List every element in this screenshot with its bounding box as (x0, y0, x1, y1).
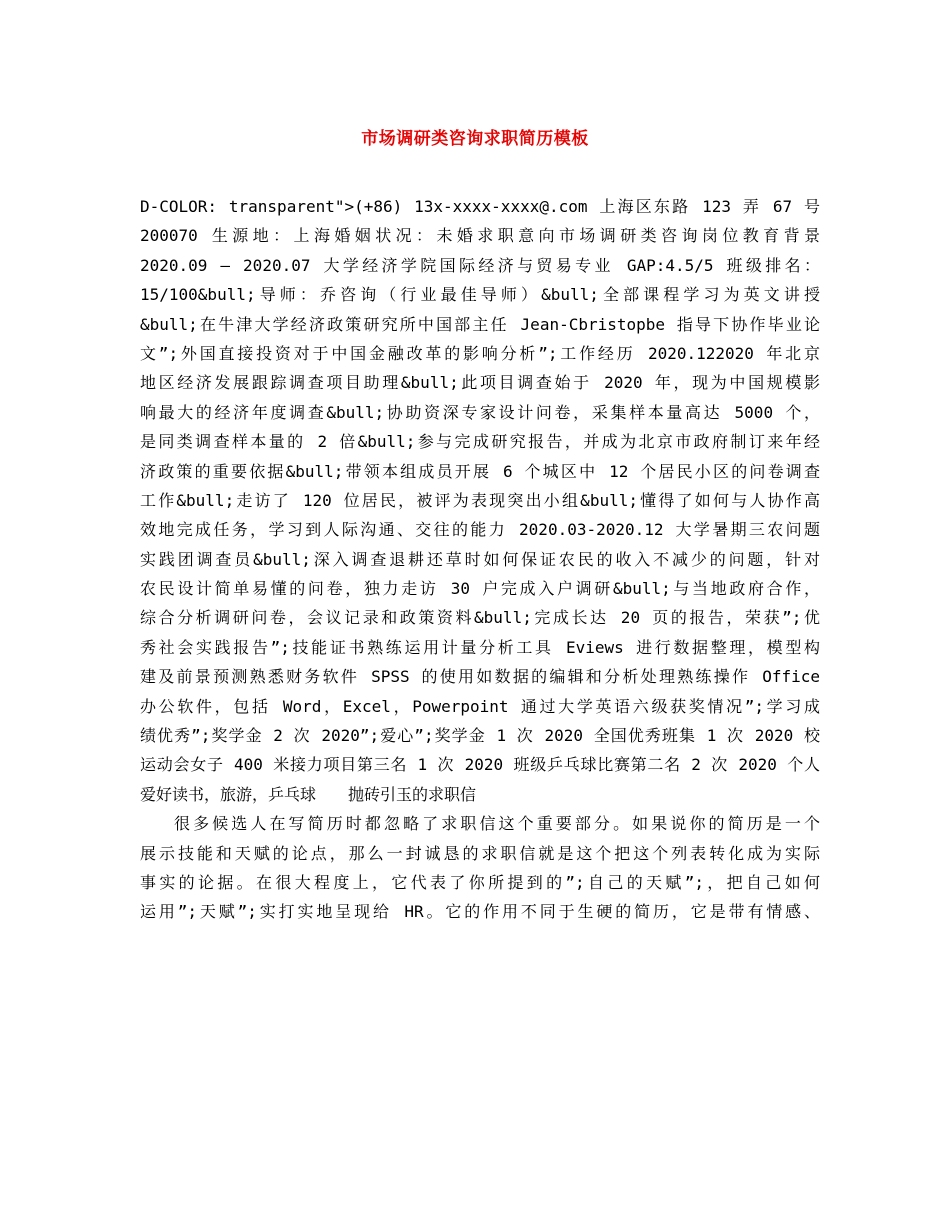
body-line: 文”;外国直接投资对于中国金融改革的影响分析”;工作经历 2020.122020 年北京 (140, 343, 820, 363)
body-line: 农民设计简单易懂的问卷，独力走访 30 户完成入户调研&bull;与当地政府合作， (140, 579, 820, 599)
body-line: 展示技能和天赋的论点，那么一封诚恳的求职信就是这个把这个列表转化成为实际 (140, 843, 820, 863)
body-line: 200070 生源地：上海婚姻状况：未婚求职意向市场调研类咨询岗位教育背景 (140, 226, 820, 246)
body-line: 效地完成任务，学习到人际沟通、交往的能力 2020.03-2020.12 大学暑期三农问题 (140, 520, 820, 540)
body-line: 地区经济发展跟踪调查项目助理&bull;此项目调查始于 2020 年，现为中国规模影 (140, 373, 820, 393)
body-line: &bull;在牛津大学经济政策研究所中国部主任 Jean-Cbristopbe 指导下协作毕业论 (140, 314, 820, 334)
body-line: D-COLOR: transparent">(+86) 13x-xxxx-xxxx@.com 上海区东路 123 弄 67 号 (140, 197, 820, 216)
body-line: 15/100&bull;导师：乔咨询（行业最佳导师）&bull;全部课程学习为英文讲授 (140, 285, 820, 305)
body-line: 运动会女子 400 米接力项目第三名 1 次 2020 班级乒乓球比赛第二名 2 次 2020 个人 (140, 755, 820, 775)
body-line: 办公软件，包括 Word，Excel，Powerpoint 通过大学英语六级获奖情况”;学习成 (140, 696, 820, 716)
cover-letter-paragraph-start: 很多候选人在写简历时都忽略了求职信这个重要部分。如果说你的简历是一个 (174, 814, 820, 834)
body-line: 响最大的经济年度调查&bull;协助资深专家设计问卷，采集样本量高达 5000 个， (140, 402, 820, 422)
document-body (140, 192, 820, 927)
body-line: 建及前景预测熟悉财务软件 SPSS 的使用如数据的编辑和分析处理熟练操作 Office (140, 667, 820, 687)
document-title: 市场调研类咨询求职简历模板 (361, 129, 589, 149)
body-line: 爱好读书，旅游，乒乓球 抛砖引玉的求职信 (140, 784, 477, 804)
body-line: 运用”;天赋”;实打实地呈现给 HR。它的作用不同于生硬的简历，它是带有情感、 (140, 902, 820, 922)
body-line: 是同类调查样本量的 2 倍&bull;参与完成研究报告，并成为北京市政府制订来年经 (140, 432, 820, 452)
body-line: 秀社会实践报告”;技能证书熟练运用计量分析工具 Eviews 进行数据整理，模型构 (140, 637, 820, 657)
body-line: 济政策的重要依据&bull;带领本组成员开展 6 个城区中 12 个居民小区的问卷调查 (140, 461, 820, 481)
body-line: 工作&bull;走访了 120 位居民，被评为表现突出小组&bull;懂得了如何与人协作高 (140, 490, 820, 510)
body-line: 绩优秀”;奖学金 2 次 2020”;爱心”;奖学金 1 次 2020 全国优秀班集 1 次 2020 校 (140, 726, 820, 746)
body-line: 2020.09 – 2020.07 大学经济学院国际经济与贸易专业 GAP:4.5/5 班级排名： (140, 255, 820, 275)
body-line: 实践团调查员&bull;深入调查退耕还草时如何保证农民的收入不减少的问题，针对 (140, 549, 820, 569)
body-line: 综合分析调研问卷，会议记录和政策资料&bull;完成长达 20 页的报告，荣获”;优 (140, 608, 820, 628)
body-line: 事实的论据。在很大程度上，它代表了你所提到的”;自己的天赋”;，把自己如何 (140, 872, 820, 892)
